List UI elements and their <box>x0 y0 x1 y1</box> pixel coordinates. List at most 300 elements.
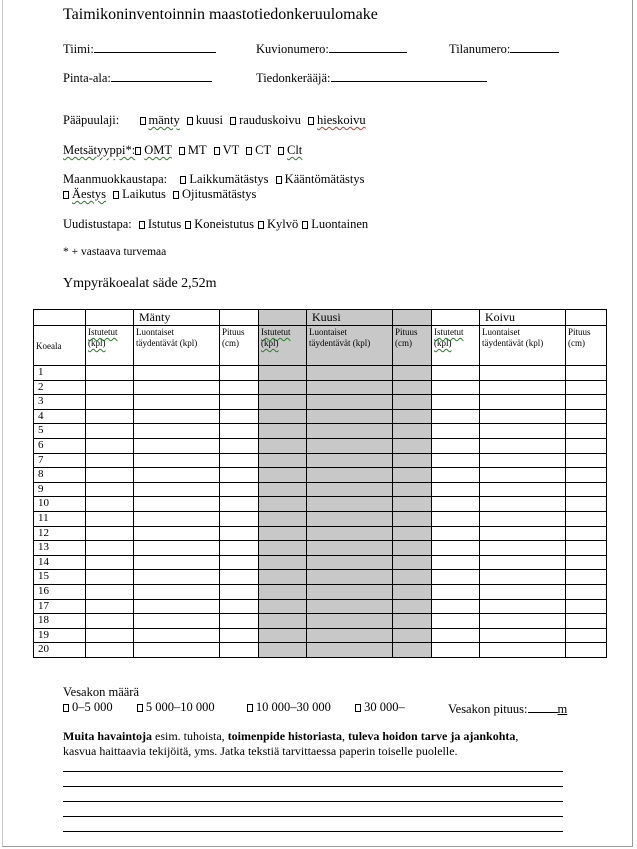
option-vesakko-1: 0–5 000 <box>72 700 113 714</box>
plot-table <box>33 309 607 658</box>
table-cell[interactable] <box>134 453 220 468</box>
table-cell[interactable] <box>134 424 220 439</box>
option-laikkumatastys: Laikkumätästys <box>189 172 269 186</box>
kuvionumero-label: Kuvionumero: <box>256 42 329 56</box>
maanmuokkaustapa-row <box>63 172 365 187</box>
table-cell[interactable] <box>134 599 220 614</box>
table-row <box>34 584 607 599</box>
table-cell[interactable] <box>134 497 220 512</box>
pinta-ala-label: Pinta-ala: <box>63 71 111 85</box>
table-cell[interactable] <box>220 497 259 512</box>
tiimi-field[interactable] <box>63 40 216 57</box>
option-hieskoivu: hieskoivu <box>317 113 366 127</box>
table-cell[interactable] <box>432 453 480 468</box>
maanmuokkaustapa-label: Maanmuokkaustapa: <box>63 172 168 186</box>
table-cell[interactable] <box>134 380 220 395</box>
table-cell[interactable] <box>393 570 432 585</box>
table-row <box>34 614 607 629</box>
option-vesakko-2: 5 000–10 000 <box>145 700 215 714</box>
table-cell[interactable] <box>307 599 393 614</box>
table-cell[interactable] <box>566 424 607 439</box>
table-cell[interactable] <box>566 541 607 556</box>
table-cell[interactable] <box>86 380 134 395</box>
table-cell[interactable] <box>220 424 259 439</box>
table-cell[interactable] <box>134 643 220 658</box>
table-row <box>34 628 607 643</box>
header-blank-kuusi-2 <box>393 310 432 326</box>
table-cell[interactable] <box>432 511 480 526</box>
tiimi-label: Tiimi: <box>63 42 94 56</box>
table-cell[interactable] <box>432 424 480 439</box>
table-cell[interactable] <box>566 555 607 570</box>
table-cell[interactable] <box>566 511 607 526</box>
vesakon-maara-row <box>63 700 405 715</box>
option-kaantomatastys: Kääntömätästys <box>284 172 365 186</box>
table-cell[interactable] <box>134 584 220 599</box>
table-cell[interactable] <box>432 468 480 483</box>
table-cell[interactable] <box>393 584 432 599</box>
table-cell[interactable] <box>259 468 307 483</box>
table-cell[interactable] <box>432 614 480 629</box>
option-manty: mänty <box>148 113 180 127</box>
notes-write-line-4[interactable] <box>63 816 563 817</box>
table-cell[interactable] <box>432 599 480 614</box>
table-cell[interactable] <box>393 409 432 424</box>
table-cell[interactable] <box>566 570 607 585</box>
table-cell[interactable] <box>307 453 393 468</box>
option-luontainen: Luontainen <box>311 217 369 231</box>
table-cell[interactable] <box>480 570 566 585</box>
table-cell[interactable] <box>259 584 307 599</box>
table-cell[interactable] <box>220 599 259 614</box>
table-cell[interactable] <box>86 570 134 585</box>
paapuulaji-row <box>63 113 366 128</box>
notes-write-line-5[interactable] <box>63 831 563 832</box>
table-row <box>34 468 607 483</box>
table-cell[interactable] <box>259 366 307 381</box>
table-cell[interactable] <box>134 628 220 643</box>
table-cell[interactable] <box>134 482 220 497</box>
option-laikutus: Laikutus <box>122 187 166 201</box>
table-cell[interactable] <box>220 468 259 483</box>
table-cell[interactable] <box>432 628 480 643</box>
table-cell[interactable] <box>393 366 432 381</box>
table-cell[interactable] <box>220 643 259 658</box>
table-cell[interactable] <box>480 584 566 599</box>
table-cell[interactable] <box>259 482 307 497</box>
table-cell[interactable] <box>307 511 393 526</box>
checkbox-omt[interactable] <box>135 147 141 155</box>
option-rauduskoivu: rauduskoivu <box>239 113 301 127</box>
checkbox-kylvo[interactable] <box>258 221 264 229</box>
table-cell[interactable] <box>307 614 393 629</box>
table-cell[interactable] <box>86 366 134 381</box>
table-cell[interactable] <box>393 438 432 453</box>
table-cell[interactable] <box>220 511 259 526</box>
table-cell[interactable] <box>134 541 220 556</box>
table-cell[interactable] <box>259 599 307 614</box>
vesakon-pituus-line[interactable] <box>528 700 558 713</box>
table-cell[interactable] <box>259 555 307 570</box>
table-cell[interactable] <box>134 570 220 585</box>
row-number: 1 <box>34 366 86 381</box>
table-cell[interactable] <box>480 614 566 629</box>
table-cell[interactable] <box>393 526 432 541</box>
table-cell[interactable] <box>393 424 432 439</box>
table-cell[interactable] <box>480 555 566 570</box>
checkbox-manty[interactable] <box>140 117 146 125</box>
table-cell[interactable] <box>432 555 480 570</box>
row-number: 10 <box>34 497 86 512</box>
table-cell[interactable] <box>393 468 432 483</box>
table-cell[interactable] <box>566 643 607 658</box>
notes-text-2: , <box>342 729 349 743</box>
table-cell[interactable] <box>432 643 480 658</box>
checkbox-mt[interactable] <box>179 147 185 155</box>
table-cell[interactable] <box>566 468 607 483</box>
notes-line-1 <box>63 729 518 744</box>
table-cell[interactable] <box>480 541 566 556</box>
table-cell[interactable] <box>432 497 480 512</box>
table-cell[interactable] <box>259 643 307 658</box>
table-cell[interactable] <box>480 526 566 541</box>
table-cell[interactable] <box>432 482 480 497</box>
table-cell[interactable] <box>307 438 393 453</box>
tilanumero-field[interactable] <box>449 40 559 57</box>
checkbox-vesakko-1[interactable] <box>63 704 69 712</box>
table-cell[interactable] <box>566 366 607 381</box>
table-cell[interactable] <box>86 395 134 410</box>
tiedonkeraaja-label: Tiedonkerääjä: <box>256 71 331 85</box>
table-cell[interactable] <box>86 555 134 570</box>
row-number: 4 <box>34 409 86 424</box>
pinta-ala-field[interactable] <box>63 69 212 86</box>
maanmuokkaustapa-row-2 <box>63 187 256 202</box>
table-cell[interactable] <box>220 526 259 541</box>
table-cell[interactable] <box>86 643 134 658</box>
table-cell[interactable] <box>566 395 607 410</box>
table-cell[interactable] <box>86 599 134 614</box>
table-cell[interactable] <box>86 584 134 599</box>
checkbox-vesakko-4[interactable] <box>355 704 361 712</box>
col-istutetut-manty <box>86 326 134 366</box>
table-cell[interactable] <box>480 366 566 381</box>
option-ct: CT <box>255 143 271 157</box>
checkbox-kuusi[interactable] <box>187 117 193 125</box>
tiedonkeraaja-field[interactable] <box>256 69 487 86</box>
metsatyyppi-row <box>63 143 302 158</box>
table-cell[interactable] <box>480 482 566 497</box>
table-cell[interactable] <box>566 453 607 468</box>
header-blank-manty <box>86 310 134 326</box>
checkbox-aestys[interactable] <box>63 191 69 199</box>
table-cell[interactable] <box>393 380 432 395</box>
table-cell[interactable] <box>307 541 393 556</box>
table-cell[interactable] <box>307 424 393 439</box>
kuvionumero-line[interactable] <box>329 40 407 53</box>
table-cell[interactable] <box>220 555 259 570</box>
table-cell[interactable] <box>480 599 566 614</box>
table-cell[interactable] <box>134 526 220 541</box>
tilanumero-label: Tilanumero: <box>449 42 511 56</box>
checkbox-clt[interactable] <box>278 147 284 155</box>
table-cell[interactable] <box>307 643 393 658</box>
table-cell[interactable] <box>432 541 480 556</box>
table-cell[interactable] <box>432 438 480 453</box>
col-pituus-kuusi: Pituus (cm) <box>393 326 432 366</box>
row-number: 11 <box>34 511 86 526</box>
table-cell[interactable] <box>220 570 259 585</box>
table-cell[interactable] <box>86 497 134 512</box>
table-cell[interactable] <box>259 409 307 424</box>
table-row <box>34 409 607 424</box>
table-cell[interactable] <box>393 541 432 556</box>
table-cell[interactable] <box>566 482 607 497</box>
table-row <box>34 497 607 512</box>
table-cell[interactable] <box>432 409 480 424</box>
table-cell[interactable] <box>566 380 607 395</box>
table-cell[interactable] <box>134 555 220 570</box>
table-cell[interactable] <box>393 497 432 512</box>
table-cell[interactable] <box>307 380 393 395</box>
table-cell[interactable] <box>566 584 607 599</box>
vesakon-pituus-field[interactable] <box>448 700 567 717</box>
table-cell[interactable] <box>86 511 134 526</box>
row-number: 12 <box>34 526 86 541</box>
table-cell[interactable] <box>259 380 307 395</box>
table-cell[interactable] <box>480 497 566 512</box>
col-luontaiset-kuusi: Luontaiset täydentävät (kpl) <box>307 326 393 366</box>
checkbox-vt[interactable] <box>214 147 220 155</box>
table-cell[interactable] <box>259 511 307 526</box>
checkbox-ojitusmatastys[interactable] <box>173 191 179 199</box>
table-cell[interactable] <box>86 541 134 556</box>
table-cell[interactable] <box>220 541 259 556</box>
table-cell[interactable] <box>393 614 432 629</box>
table-cell[interactable] <box>259 497 307 512</box>
table-cell[interactable] <box>566 599 607 614</box>
pinta-ala-line[interactable] <box>111 69 212 82</box>
notes-text-3: , <box>515 729 519 743</box>
table-cell[interactable] <box>134 409 220 424</box>
table-row <box>34 482 607 497</box>
row-number: 18 <box>34 614 86 629</box>
notes-write-line-3[interactable] <box>63 801 563 802</box>
row-number: 2 <box>34 380 86 395</box>
kuvionumero-field[interactable] <box>256 40 407 57</box>
table-cell[interactable] <box>307 526 393 541</box>
table-cell[interactable] <box>134 614 220 629</box>
table-cell[interactable] <box>307 555 393 570</box>
table-cell[interactable] <box>393 511 432 526</box>
table-cell[interactable] <box>86 614 134 629</box>
vesakon-pituus-label: Vesakon pituus: <box>448 702 528 716</box>
checkbox-rauduskoivu[interactable] <box>230 117 236 125</box>
table-cell[interactable] <box>307 409 393 424</box>
table-cell[interactable] <box>307 395 393 410</box>
table-cell[interactable] <box>307 628 393 643</box>
table-body <box>34 366 607 658</box>
col-istutetut-koivu <box>432 326 480 366</box>
metsatyyppi-label: Metsätyyppi*: <box>63 143 136 157</box>
table-cell[interactable] <box>480 453 566 468</box>
table-cell[interactable] <box>86 438 134 453</box>
table-cell[interactable] <box>220 409 259 424</box>
option-ojitusmatastys: Ojitusmätästys <box>182 187 257 201</box>
table-cell[interactable] <box>86 628 134 643</box>
table-cell[interactable] <box>134 395 220 410</box>
form-title: Taimikoninventoinnin maastotiedonkeruulomake <box>63 6 378 23</box>
table-cell[interactable] <box>480 424 566 439</box>
table-cell[interactable] <box>259 541 307 556</box>
table-cell[interactable] <box>86 482 134 497</box>
table-cell[interactable] <box>86 526 134 541</box>
table-cell[interactable] <box>259 570 307 585</box>
header-blank-koivu-2 <box>566 310 607 326</box>
option-vesakko-4: 30 000– <box>364 700 405 714</box>
option-koneistutus: Koneistutus <box>194 217 254 231</box>
table-cell[interactable] <box>566 614 607 629</box>
table-row <box>34 555 607 570</box>
table-cell[interactable] <box>220 482 259 497</box>
table-row <box>34 395 607 410</box>
notes-write-line-2[interactable] <box>63 786 563 787</box>
checkbox-laikkumatastys[interactable] <box>180 176 186 184</box>
table-cell[interactable] <box>432 366 480 381</box>
table-cell[interactable] <box>86 453 134 468</box>
table-cell[interactable] <box>393 628 432 643</box>
table-cell[interactable] <box>220 395 259 410</box>
table-cell[interactable] <box>307 482 393 497</box>
table-cell[interactable] <box>220 614 259 629</box>
table-cell[interactable] <box>480 628 566 643</box>
table-cell[interactable] <box>134 366 220 381</box>
option-aestys: Äestys <box>72 187 107 201</box>
table-cell[interactable] <box>480 468 566 483</box>
table-cell[interactable] <box>134 511 220 526</box>
table-cell[interactable] <box>220 438 259 453</box>
checkbox-vesakko-3[interactable] <box>247 704 253 712</box>
table-cell[interactable] <box>307 366 393 381</box>
table-cell[interactable] <box>432 395 480 410</box>
header-blank-koivu <box>432 310 480 326</box>
checkbox-istutus[interactable] <box>139 221 145 229</box>
table-cell[interactable] <box>393 643 432 658</box>
checkbox-koneistutus[interactable] <box>185 221 191 229</box>
table-cell[interactable] <box>480 438 566 453</box>
row-number: 3 <box>34 395 86 410</box>
table-cell[interactable] <box>259 628 307 643</box>
row-number: 19 <box>34 628 86 643</box>
table-cell[interactable] <box>259 395 307 410</box>
table-cell[interactable] <box>220 453 259 468</box>
table-cell[interactable] <box>566 497 607 512</box>
table-cell[interactable] <box>307 497 393 512</box>
table-cell[interactable] <box>259 614 307 629</box>
table-row <box>34 366 607 381</box>
table-cell[interactable] <box>220 366 259 381</box>
col-pituus-manty: Pituus (cm) <box>220 326 259 366</box>
notes-write-line-1[interactable] <box>63 771 563 772</box>
table-cell[interactable] <box>134 468 220 483</box>
checkbox-vesakko-2[interactable] <box>137 704 143 712</box>
uudistustapa-label: Uudistustapa: <box>63 217 132 231</box>
table-cell[interactable] <box>393 453 432 468</box>
table-cell[interactable] <box>566 409 607 424</box>
row-number: 17 <box>34 599 86 614</box>
table-cell[interactable] <box>480 409 566 424</box>
table-cell[interactable] <box>86 468 134 483</box>
checkbox-kaantomatastys[interactable] <box>276 176 282 184</box>
table-cell[interactable] <box>480 511 566 526</box>
table-cell[interactable] <box>307 468 393 483</box>
notes-line-2: kasvua haittaavia tekijöitä, yms. Jatka tekstiä tarvittaessa paperin toiselle puolelle. <box>63 744 458 758</box>
option-istutus: Istutus <box>147 217 182 231</box>
option-kuusi: kuusi <box>195 113 223 127</box>
tiimi-line[interactable] <box>94 40 216 53</box>
table-cell[interactable] <box>432 380 480 395</box>
table-cell[interactable] <box>480 395 566 410</box>
row-number: 7 <box>34 453 86 468</box>
table-cell[interactable] <box>220 584 259 599</box>
tilanumero-line[interactable] <box>510 40 559 53</box>
tiedonkeraaja-line[interactable] <box>331 69 487 82</box>
col-luontaiset-koivu: Luontaiset täydentävät (kpl) <box>480 326 566 366</box>
row-number: 20 <box>34 643 86 658</box>
table-cell[interactable] <box>307 570 393 585</box>
table-cell[interactable] <box>134 438 220 453</box>
col-istutetut-kuusi <box>259 326 307 366</box>
table-cell[interactable] <box>86 409 134 424</box>
table-cell[interactable] <box>566 438 607 453</box>
table-cell[interactable] <box>220 380 259 395</box>
table-row <box>34 438 607 453</box>
table-cell[interactable] <box>393 482 432 497</box>
table-row <box>34 643 607 658</box>
table-cell[interactable] <box>393 555 432 570</box>
paapuulaji-label: Pääpuulaji: <box>63 113 120 127</box>
table-cell[interactable] <box>259 424 307 439</box>
table-cell[interactable] <box>432 584 480 599</box>
table-cell[interactable] <box>259 453 307 468</box>
checkbox-hieskoivu[interactable] <box>308 117 314 125</box>
checkbox-ct[interactable] <box>246 147 252 155</box>
table-cell[interactable] <box>259 438 307 453</box>
vesakon-pituus-unit: m <box>557 702 568 716</box>
table-cell[interactable] <box>220 628 259 643</box>
table-cell[interactable] <box>480 643 566 658</box>
table-cell[interactable] <box>432 570 480 585</box>
option-mt: MT <box>187 143 207 157</box>
table-cell[interactable] <box>480 380 566 395</box>
row-number: 13 <box>34 541 86 556</box>
table-cell[interactable] <box>566 526 607 541</box>
notes-bold-2: toimenpide historiasta <box>227 729 343 743</box>
uudistustapa-row <box>63 217 368 232</box>
col-pituus-koivu: Pituus (cm) <box>566 326 607 366</box>
table-cell[interactable] <box>432 526 480 541</box>
table-cell[interactable] <box>259 526 307 541</box>
col-luontaiset-manty: Luontaiset täydentävät (kpl) <box>134 326 220 366</box>
table-row <box>34 511 607 526</box>
table-cell[interactable] <box>393 599 432 614</box>
table-cell[interactable] <box>566 628 607 643</box>
checkbox-laikutus[interactable] <box>113 191 119 199</box>
table-cell[interactable] <box>86 424 134 439</box>
table-cell[interactable] <box>307 584 393 599</box>
checkbox-luontainen[interactable] <box>302 221 308 229</box>
table-cell[interactable] <box>393 395 432 410</box>
